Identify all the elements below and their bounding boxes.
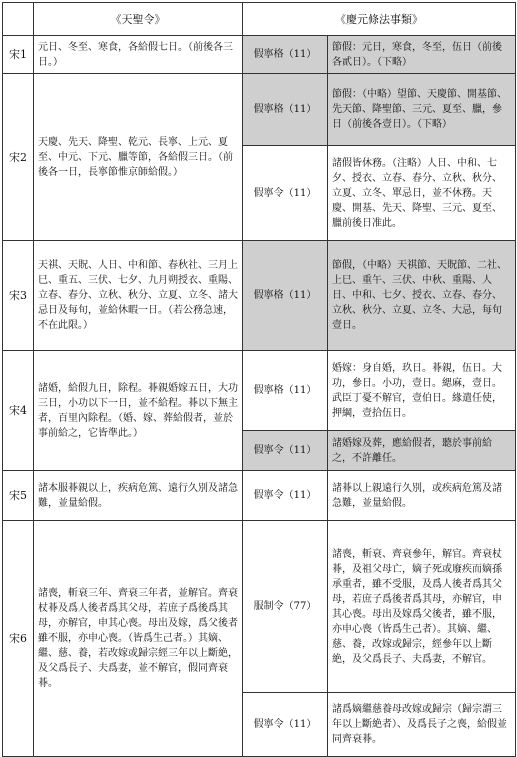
row-label: 宋6	[3, 521, 34, 757]
qingyuan-text: 諸喪，斬衰、齊衰參年，解官。齊衰杖朞，及祖父母亡，嫡子死或廢疾而嫡孫承重者，雖不受服，及爲人後者爲其父母，若庶子爲後者爲其母，亦解官，申其心喪。母出及嫁爲父後者，雖不服，亦申心喪（皆爲生己者）。其嫡、繼、慈、養，改嫁或歸宗，經參年以上斷絶，及父爲長子、夫爲妻，不解官。	[328, 521, 516, 693]
table-row	[3, 521, 516, 693]
header-qingyuan-tiaofa: 《慶元條法事類》	[243, 3, 516, 36]
qingyuan-text: 諸假皆休務。（注略）人日、中和、七夕、授衣、立春、春分、立秋、秋分、立夏、立冬、單忌日，並不休務。天慶、開基、先天、降聖、三元、夏至、臘前後日准此。	[328, 146, 516, 241]
row-label: 宋5	[3, 471, 34, 521]
table-row	[3, 36, 516, 74]
table-row	[3, 74, 516, 146]
qingyuan-text: 節假：元日，寒食，冬至，伍日（前後各貳日）。（下略）	[328, 36, 516, 74]
comparison-table	[2, 2, 516, 757]
header-tiansheng-ling: 《天聖令》	[34, 3, 243, 36]
header-empty	[3, 3, 34, 36]
qingyuan-text: 諸朞以上親遠行久別，或疾病危篤及諸急難，並量給假。	[328, 471, 516, 521]
source-cell: 假寧格（11）	[243, 351, 328, 431]
source-cell: 假寧格（11）	[243, 241, 328, 351]
qingyuan-text: 諸爲嫡繼慈養母改嫁或歸宗（歸宗謂三年以上斷絶者）、及爲長子之喪，給假並同齊衰朞。	[328, 693, 516, 757]
qingyuan-text: 婚嫁：身自婚，玖日。朞親，伍日。大功，參日。小功，壹日。緦麻，壹日。武臣丁憂不解官，壹伯日。緣遣任使，押綱，壹拾伍日。	[328, 351, 516, 431]
tiansheng-text: 天祺、天貺、人日、中和節、春秋社、三月上巳、重五、三伏、七夕、九月朔授衣、重陽、立春、春分、立秋、秋分、立夏、立冬、諸大忌日及每旬，並給休暇一日。（若公務急速，不在此限。）	[34, 241, 243, 351]
row-label: 宋2	[3, 74, 34, 241]
row-label: 宋4	[3, 351, 34, 471]
qingyuan-text: 諸婚嫁及葬，應給假者，聽於事前給之，不許離任。	[328, 431, 516, 471]
tiansheng-text: 諸喪，斬衰三年、齊衰三年者，並解官。齊衰杖朞及爲人後者爲其父母，若庶子爲後爲其母，亦解官，申其心喪。母出及嫁，爲父後者雖不服，亦申心喪。（皆爲生己者。）其嫡、繼、慈、養，若改嫁或歸宗經三年以上斷絶，及父爲長子、夫爲妻，並不解官，假同齊衰朞。	[34, 521, 243, 757]
source-cell: 假寧令（11）	[243, 431, 328, 471]
row-label: 宋1	[3, 36, 34, 74]
tiansheng-text: 諸婚，給假九日，除程。朞親婚嫁五日，大功三日，小功以下一日，並不給程。朞以下無主者，百里內除程。（婚、嫁、葬給假者，並於事前給之，它皆準此。）	[34, 351, 243, 471]
qingyuan-text: 節假，（中略）天祺節、天貺節、二社、上巳、重午、三伏、中秋、重陽、人日、中和、七夕、授衣、立春、春分、立秋、秋分、立夏、立冬、大忌，每旬壹日。	[328, 241, 516, 351]
table-row	[3, 471, 516, 521]
table-row	[3, 241, 516, 351]
source-cell: 假寧格（11）	[243, 36, 328, 74]
row-label: 宋3	[3, 241, 34, 351]
table-row	[3, 351, 516, 431]
source-cell: 假寧令（11）	[243, 471, 328, 521]
header-row	[3, 3, 516, 36]
source-cell: 假寧令（11）	[243, 146, 328, 241]
source-cell: 假寧格（11）	[243, 74, 328, 146]
tiansheng-text: 天慶、先天、降聖、乾元、長寧、上元、夏至、中元、下元、臘等節，各給假三日。（前後各一日，長寧節惟京師給假。）	[34, 74, 243, 241]
tiansheng-text: 諸本服朞親以上，疾病危篤、遠行久別及諸急難，並量給假。	[34, 471, 243, 521]
qingyuan-text: 節假：（中略）望節、天慶節、開基節、先天節、降聖節、三元、夏至、臘，參日（前後各壹日）。（下略）	[328, 74, 516, 146]
tiansheng-text: 元日、冬至、寒食，各給假七日。（前後各三日。）	[34, 36, 243, 74]
source-cell: 假寧令（11）	[243, 693, 328, 757]
source-cell: 服制令（77）	[243, 521, 328, 693]
